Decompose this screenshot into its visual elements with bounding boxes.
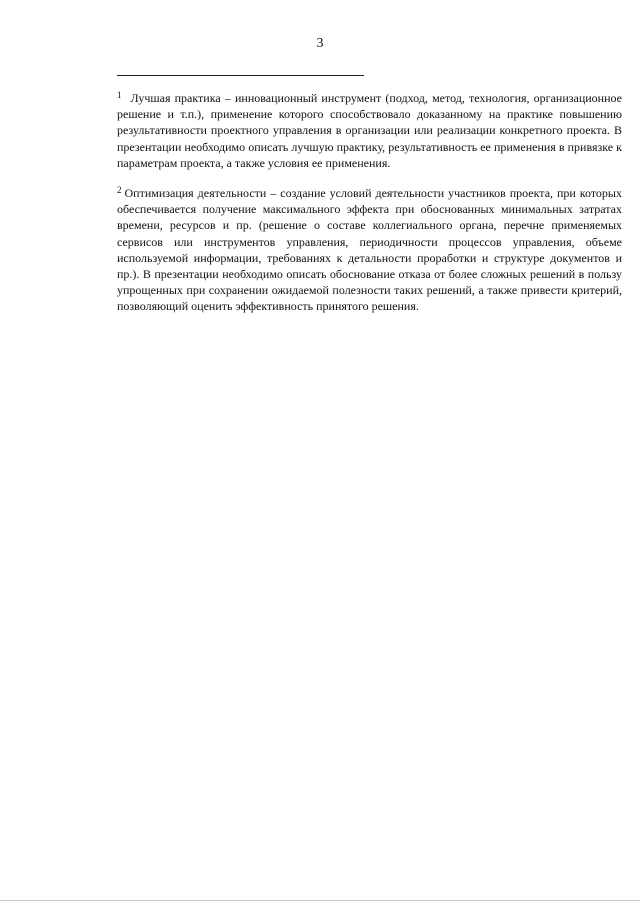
page-number: 3 bbox=[316, 36, 324, 51]
footnote-mark-1: 1 bbox=[117, 90, 122, 100]
footnote-1 bbox=[117, 90, 622, 171]
scan-edge-line bbox=[0, 900, 640, 901]
footnote-separator bbox=[117, 75, 364, 76]
footnote-text-2: Оптимизация деятельности – создание условий деятельности участников проекта, при которых обеспечивается получение максимального эффекта при обоснованных минимальных затратах времени, ресурсов и пр. (решение о составе коллегиального органа, перечне применяемых сервисов или инструментов управления, периодичности процессов управления, объеме используемой информации, требованиях к детальности проработки и структуре документов и пр.). В презентации необходимо описать обоснование отказа от более сложных решений в пользу упрощенных при сохранении ожидаемой полезности таких решений, а также привести критерий, позволяющий оценить эффективность принятого решения. bbox=[117, 186, 622, 314]
footnote-2 bbox=[117, 185, 622, 315]
footnote-text-1: Лучшая практика – инновационный инструмент (подход, метод, технология, организационное решение и т.п.), применение которого способствовало доказанному на практике повышению результативности проектного управления в организации или реализации конкретного проекта. В презентации необходимо описать лучшую практику, результативность ее применения в привязке к параметрам проекта, а также условия ее применения. bbox=[117, 91, 622, 170]
footnotes-section bbox=[117, 90, 622, 315]
footnote-mark-2: 2 bbox=[117, 185, 122, 196]
